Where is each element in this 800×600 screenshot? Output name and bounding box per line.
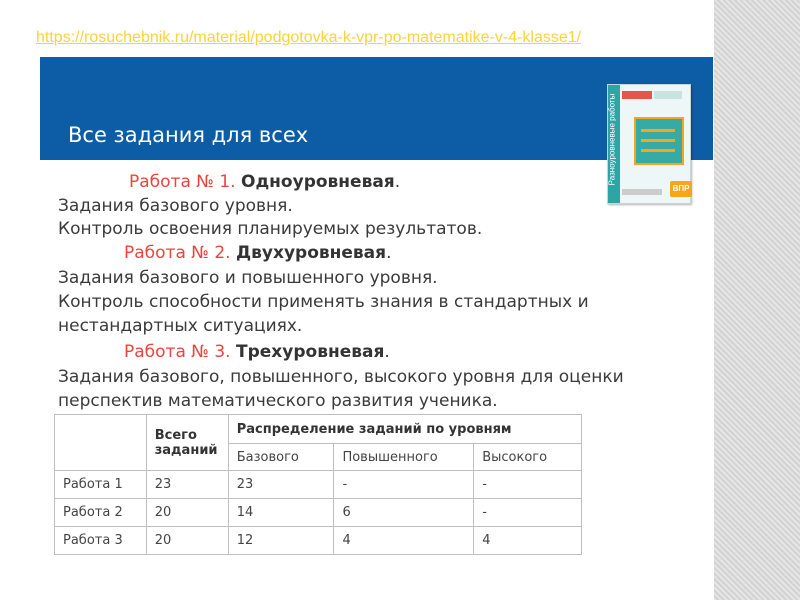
book-panel-line: [641, 129, 675, 132]
row-name: Работа 2: [55, 499, 147, 527]
slide-title: Все задания для всех: [68, 123, 309, 147]
row-advanced: 6: [334, 499, 474, 527]
row-name: Работа 1: [55, 471, 147, 499]
table-row: [55, 527, 582, 555]
levels-table: [54, 414, 582, 555]
row-high: -: [474, 471, 582, 499]
work-3-heading: [124, 342, 390, 362]
work-2-number: Работа № 2.: [124, 243, 231, 263]
book-panel-line: [641, 149, 675, 152]
row-name: Работа 3: [55, 527, 147, 555]
table-level-header-advanced: Повышенного: [334, 444, 474, 471]
table-total-header: [146, 415, 228, 471]
work-2-heading: [124, 243, 391, 263]
table-total-header-line-1: Всего: [154, 427, 197, 443]
work-3-period: .: [384, 342, 390, 362]
book-cover-stripe: [654, 91, 682, 99]
right-decorative-strip: [714, 0, 800, 600]
row-high: 4: [474, 527, 582, 555]
work-2-line-3: нестандартных ситуациях.: [58, 316, 303, 336]
work-2-line-2: Контроль способности применять знания в стандартных и: [58, 292, 589, 312]
book-cover-image: [607, 84, 691, 204]
work-1-line-2: Контроль освоения планируемых результатов.: [58, 219, 483, 239]
table-level-header-base: Базового: [228, 444, 334, 471]
work-3-line-2: перспектив математического развития ученика.: [58, 391, 498, 411]
book-cover-stripe: [622, 91, 652, 99]
row-total: 23: [146, 471, 228, 499]
source-link[interactable]: https://rosuchebnik.ru/material/podgotovka-k-vpr-po-matematike-v-4-klasse1/: [36, 29, 582, 46]
row-total: 20: [146, 527, 228, 555]
table-row: [55, 471, 582, 499]
row-advanced: 4: [334, 527, 474, 555]
work-1-number: Работа № 1.: [129, 172, 236, 192]
book-cover-band: [622, 189, 662, 195]
work-3-number: Работа № 3.: [124, 342, 231, 362]
work-1-type: Одноуровневая: [241, 172, 395, 192]
row-base: 23: [228, 471, 334, 499]
table-corner-cell: [55, 415, 147, 471]
work-1-heading: [129, 172, 400, 192]
work-1-line-1: Задания базового уровня.: [58, 196, 293, 216]
row-high: -: [474, 499, 582, 527]
table-distribution-header: Распределение заданий по уровням: [228, 415, 581, 444]
book-panel-line: [641, 139, 675, 142]
work-3-line-1: Задания базового, повышенного, высокого уровня для оценки: [58, 367, 624, 387]
work-2-period: .: [386, 243, 392, 263]
book-spine-label: Разноуровневые работы: [607, 93, 617, 186]
row-advanced: -: [334, 471, 474, 499]
book-badge: ВПР: [670, 181, 692, 197]
row-base: 14: [228, 499, 334, 527]
work-2-type: Двухуровневая: [236, 243, 387, 263]
book-cover-panel: [634, 117, 684, 165]
table-row: [55, 499, 582, 527]
row-total: 20: [146, 499, 228, 527]
work-2-line-1: Задания базового и повышенного уровня.: [58, 268, 438, 288]
row-base: 12: [228, 527, 334, 555]
work-1-period: .: [394, 172, 401, 192]
table-level-header-high: Высокого: [474, 444, 582, 471]
table-total-header-line-2: заданий: [154, 442, 218, 458]
work-3-type: Трехуровневая: [236, 342, 385, 362]
